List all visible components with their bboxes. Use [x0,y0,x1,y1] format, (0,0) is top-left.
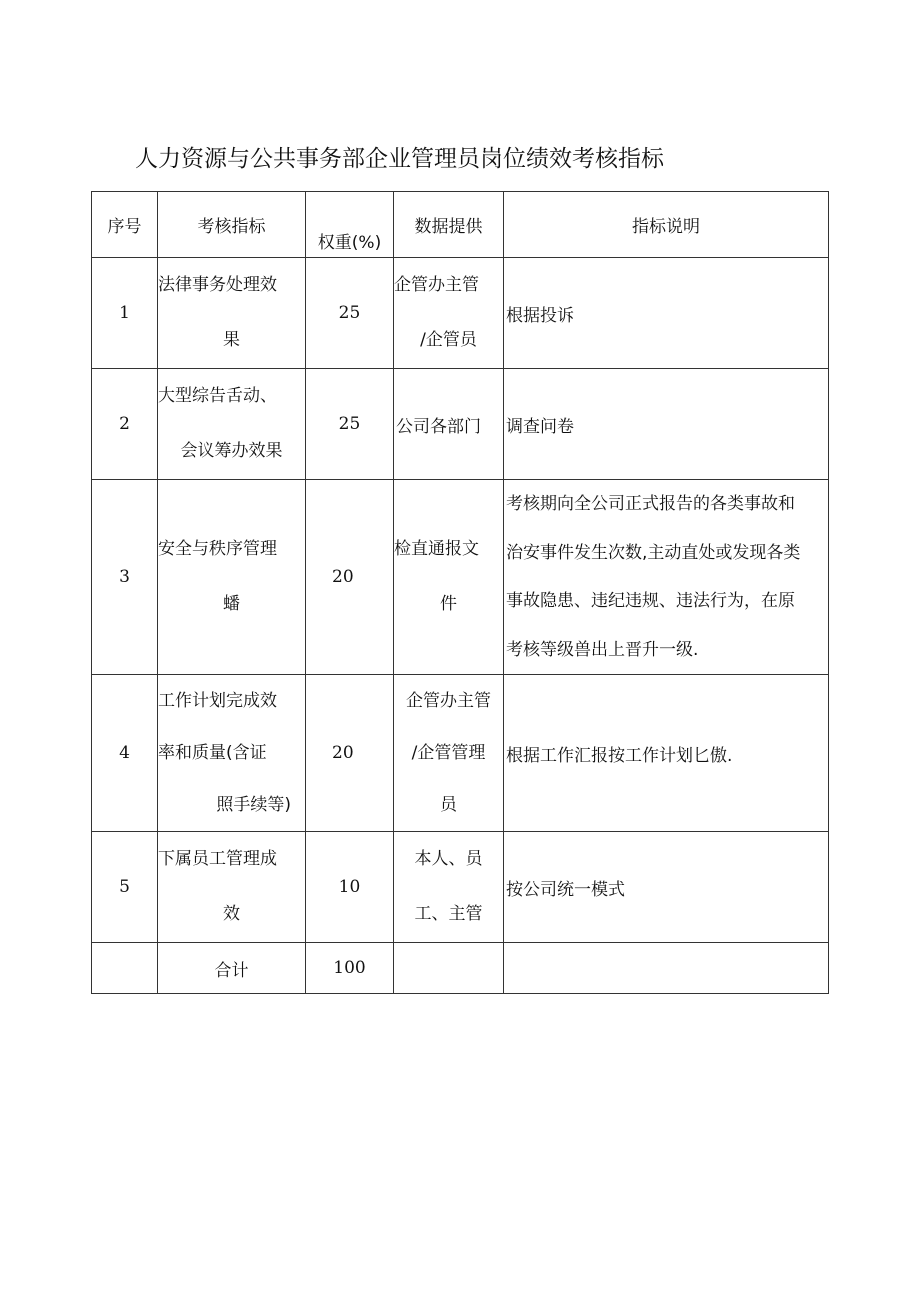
row-data-source [394,480,504,675]
total-description-empty [504,943,829,994]
row-indicator [158,369,306,480]
data-source-line: 件 [440,594,457,614]
table-row [92,258,829,369]
data-source-line: 本人、员 [414,849,483,869]
row-seq: 2 [92,369,158,480]
description-line: 事故隐患、违纪违规、违法行为，在原 [506,591,795,611]
row-seq: 4 [92,675,158,832]
row-data-source [394,832,504,943]
row-weight: 20 [306,480,394,675]
row-description [504,258,829,369]
row-weight: 20 [306,675,394,832]
data-source-line: 企管办主管 [394,275,479,295]
indicator-line: 安全与秩序管理 [158,539,277,559]
row-weight: 10 [306,832,394,943]
header-seq: 序号 [92,192,158,258]
description-line: 考核等级兽出上晋升一级. [506,639,699,660]
description-line: 根据工作汇报按工作计划匕傲. [506,745,733,766]
total-weight: 100 [306,943,394,994]
header-description: 指标说明 [504,192,829,258]
indicator-line: 大型综告舌动、 [158,386,277,406]
row-description [504,369,829,480]
header-data-source: 数据提供 [394,192,504,258]
data-source-line: 公司各部门 [396,416,481,437]
data-source-line: /企管员 [420,330,477,350]
header-indicator: 考核指标 [158,192,306,258]
row-description [504,675,829,832]
description-line: 考核期向全公司正式报告的各类事故和 [506,494,795,514]
data-source-line: 企管办主管 [406,691,491,711]
indicator-line: 下属员工管理成 [158,849,277,869]
description-line: 调查问卷 [506,416,574,437]
description-line: 治安事件发生次数,主动直处或发现各类 [506,542,801,563]
total-source-empty [394,943,504,994]
kpi-table [91,191,829,994]
indicator-line: 工作计划完成效 [158,691,277,711]
row-indicator [158,480,306,675]
row-data-source [394,369,504,480]
row-seq: 3 [92,480,158,675]
row-seq: 5 [92,832,158,943]
page-title: 人力资源与公共事务部企业管理员岗位绩效考核指标 [135,146,664,172]
row-seq: 1 [92,258,158,369]
data-source-line: 检直通报文 [394,539,479,559]
table-total-row [92,943,829,994]
header-weight: 权重(%) [306,192,394,258]
description-line: 根据投诉 [506,305,574,326]
table-row [92,675,829,832]
row-description [504,480,829,675]
indicator-line: 会议筹办效果 [180,441,283,461]
table-row [92,832,829,943]
row-description [504,832,829,943]
indicator-line: 果 [223,330,240,350]
table-row [92,369,829,480]
indicator-line: 蟠 [223,594,240,614]
table-row [92,480,829,675]
total-label: 合计 [158,943,306,994]
indicator-line: 率和质量(含证 [158,743,267,763]
indicator-line: 照手续等) [216,795,291,815]
row-weight: 25 [306,369,394,480]
data-source-line: 工、主管 [414,904,483,924]
row-data-source [394,675,504,832]
indicator-line: 法律事务处理效 [158,275,277,295]
description-line: 按公司统一模式 [506,879,625,900]
row-indicator [158,258,306,369]
row-weight: 25 [306,258,394,369]
table-header-row [92,192,829,258]
row-data-source [394,258,504,369]
indicator-line: 效 [223,904,240,924]
data-source-line: /企管管理 [411,743,486,763]
row-indicator [158,675,306,832]
row-indicator [158,832,306,943]
data-source-line: 员 [440,795,457,815]
total-seq-empty [92,943,158,994]
